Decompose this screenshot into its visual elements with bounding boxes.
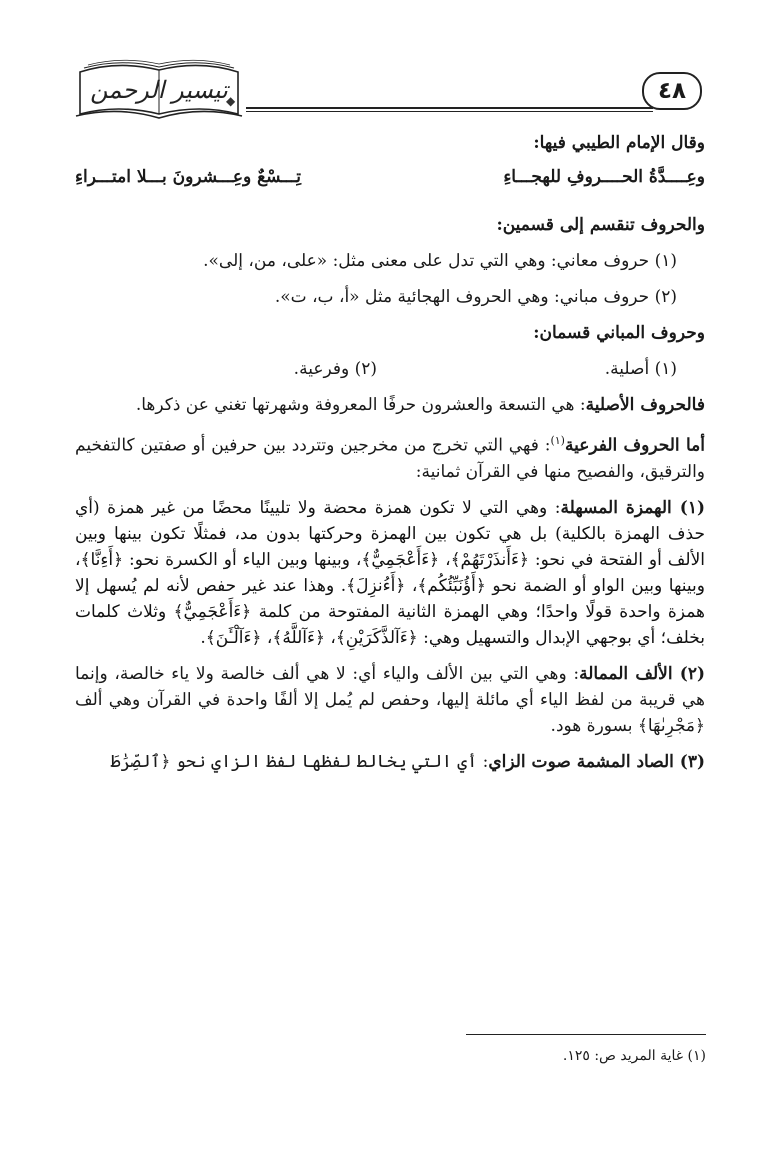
mabani-fariya: (٢) وفرعية. [293, 359, 377, 379]
sad-text: : أي التي يخالط لفظها لفظ الزاي نحو ﴿ٱلصِّرَٰطَ [110, 751, 489, 772]
main-text [75, 130, 705, 785]
book-title: تيسير الرحمن [90, 76, 228, 104]
sad-term: (٣) الصاد المشمة صوت الزاي [488, 751, 705, 772]
fariya-term: أما الحروف الفرعية [564, 435, 705, 456]
fariya-paragraph [75, 428, 705, 485]
item-mabani: (٢) حروف مباني: وهي الحروف الهجائية مثل «أ، ب، ت». [274, 287, 677, 307]
mabani-asliya: (١) أصلية. [604, 359, 677, 379]
asliya-text: : هي التسعة والعشرون حرفًا المعروفة وشهرتها تغني عن ذكرها. [135, 395, 586, 415]
ornament-icon: ◆ [226, 94, 236, 108]
page-number: ٤٨ [642, 72, 702, 110]
asliya-paragraph [75, 392, 705, 418]
division-heading: والحروف تنقسم إلى قسمين: [496, 215, 705, 235]
footnote: (١) غاية المريد ص: ١٢٥. [562, 1048, 706, 1064]
mabani-heading: وحروف المباني قسمان: [533, 323, 705, 343]
hamza-term: (١) الهمزة المسهلة [560, 497, 705, 518]
fariya-text: : فهي التي تخرج من مخرجين وتتردد بين حرفين أو صفتين كالتفخيم والترقيق، والفصيح منها في القرآن ثمانية: [75, 435, 705, 482]
page-header [70, 58, 710, 128]
intro-line: وقال الإمام الطيبي فيها: [533, 133, 705, 153]
header-rule [246, 107, 653, 109]
poem-verse [75, 164, 705, 190]
alif-term: (٢) الألف الممالة [579, 663, 705, 684]
alif-text: : وهي التي بين الألف والياء أي: لا هي ألف خالصة ولا ياء خالصة، وإنما هي قريبة من لفظ الياء أي مائلة إليها، وحفص لم يُمل إلا ألفًا واحدة في القرآن وهي ألف ﴿مَجْرِىٰهَا﴾ بسورة هود. [75, 663, 705, 736]
hamza-text: : وهي التي لا تكون همزة محضة ولا تليينًا محضًا من غير همزة (أي حذف الهمزة بالكلية) بل هي تكون بين الهمزة وحركتها بدون مد، فمثلًا تكون بينها وبين الألف أو الفتحة في نحو: ﴿ءَأَنذَرْتَهُمْ﴾، ﴿ءَأَعْجَمِيٌّ﴾، وبينها وبين الياء أو الكسرة نحو: ﴿أَءِنَّا﴾، وبينها وبين الواو أو الضمة نحو ﴿أَؤُنَبِّئُكُم﴾، ﴿أَءُنزِلَ﴾. وهذا عند غير حفص لأنه لم يُسهل إلا همزة واحدة قولًا واحدًا؛ وهي الهمزة الثانية المفتوحة من كلمة ﴿ءَأَعْجَمِيٌّ﴾ وثلاث كلمات بخلف؛ أي بوجهي الإبدال والتسهيل وهي: ﴿ءَآلذَّكَرَيْنِ﴾، ﴿ءَآللَّهُ﴾، ﴿ءَآلْـَٔنَ﴾. [75, 497, 705, 648]
sad-paragraph [75, 749, 705, 775]
footnote-rule [466, 1034, 706, 1035]
poem-hemistich-right: وعِــــدَّةُ الحــــروفِ للهجـــاءِ [503, 167, 705, 187]
hamza-paragraph [75, 495, 705, 651]
header-rule-thin [246, 111, 653, 112]
poem-hemistich-left: تِـــسْعٌ وعِـــشرونَ بـــلا امتـــراءِ [75, 167, 301, 187]
book-logo [74, 58, 244, 120]
item-maani: (١) حروف معاني: وهي التي تدل على معنى مثل: «على، من، إلى». [203, 251, 677, 271]
alif-paragraph [75, 661, 705, 739]
asliya-term: فالحروف الأصلية [585, 395, 705, 415]
footnote-ref[interactable]: (١) [550, 434, 565, 447]
mabani-types [75, 356, 705, 382]
